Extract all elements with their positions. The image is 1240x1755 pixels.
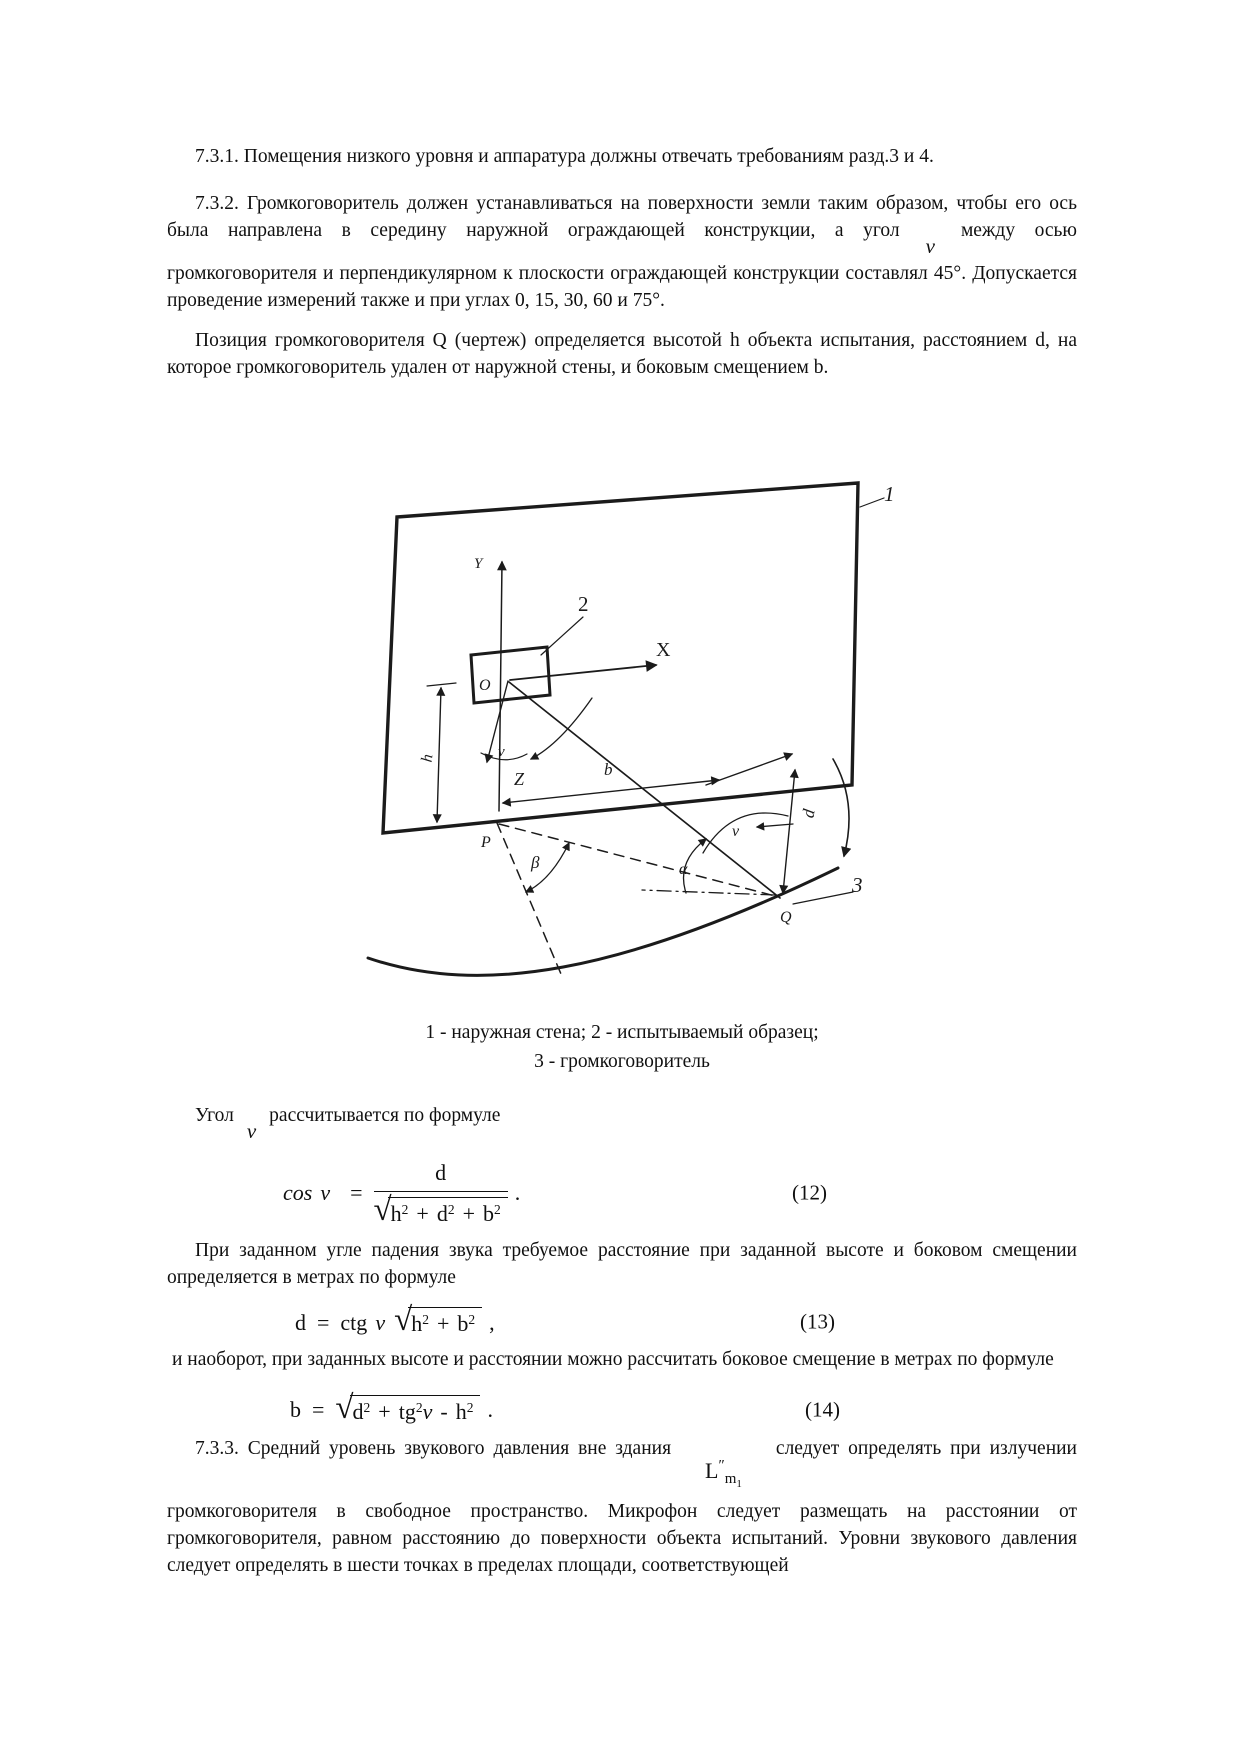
label-dim-b: b <box>604 760 613 779</box>
label-dim-d: d <box>798 807 819 820</box>
leader-1 <box>860 498 884 507</box>
formula-13-body <box>295 1302 1077 1338</box>
h-top-tick <box>427 683 456 686</box>
exp-2: 2 <box>493 1201 501 1217</box>
plus-sign: + <box>378 1398 391 1424</box>
equals-sign: = <box>317 1309 330 1335</box>
var-v: v <box>375 1309 386 1335</box>
sub-m: m <box>724 1471 737 1488</box>
paragraph-7-3-2 <box>167 190 1077 314</box>
figure-caption <box>167 1018 1077 1076</box>
exp-2: 2 <box>468 1312 476 1327</box>
paragraph-7-3-2-text-after: между осью громкоговорителя и перпендикулярном к плоскости ограждающей конструкции составлял 45°. Допускается проведение измерений также и при углах 0, 15, 30, 60 и 75°. <box>167 220 1077 311</box>
equals-sign: = <box>312 1397 325 1422</box>
paragraph-naoborot-text: и наоборот, при заданных высоте и расстоянии можно рассчитать боковое смещение в метрах по формуле <box>172 1348 1054 1370</box>
angle-v-symbol-2: v <box>246 1119 257 1143</box>
lhs-b: b <box>290 1397 301 1422</box>
paragraph-7-3-3-text-mid: следует определять при <box>775 1438 981 1459</box>
label-3: 3 <box>852 873 863 897</box>
paragraph-7-3-3-text-before: 7.3.3. Средний уровень звукового давления вне здания <box>195 1438 672 1459</box>
y-axis <box>499 562 502 811</box>
exp-2: 2 <box>466 1399 474 1415</box>
dashed-p-down-line <box>497 823 561 974</box>
tg-function: tg <box>398 1398 416 1424</box>
term-d: d <box>436 1200 448 1226</box>
paragraph-7-3-3 <box>167 1435 1077 1579</box>
h-dimension <box>437 688 441 822</box>
formula-12 <box>167 1159 1077 1227</box>
term-h: h <box>390 1200 402 1226</box>
ctg-function: ctg <box>340 1309 368 1335</box>
denominator <box>374 1191 508 1228</box>
paragraph-pri-text: При заданном угле падения звука требуемое расстояние при заданной высоте и боковом смещении определяется в метрах по формуле <box>167 1240 1077 1288</box>
formula-14-body <box>290 1389 1077 1426</box>
level-symbol-sub-m <box>724 1471 742 1491</box>
radical-sign: √ <box>335 1389 354 1426</box>
lhs-d: d <box>295 1309 306 1335</box>
formula-13-number: (13) <box>800 1309 835 1334</box>
paragraph-7-3-1 <box>167 143 1077 170</box>
figure-diagram <box>330 426 970 986</box>
leader-3 <box>793 892 853 904</box>
level-symbol-Lm1 <box>671 1457 776 1491</box>
figure-caption-line2: 3 - громкоговоритель <box>534 1051 710 1072</box>
figure-caption-line1: 1 - наружная стена; 2 - испытываемый образец; <box>425 1022 819 1043</box>
paragraph-7-3-1-text: 7.3.1. Помещения низкого уровня и аппаратура должны отвечать требованиям разд.3 и 4. <box>195 146 934 167</box>
formula-12-body <box>283 1159 1077 1227</box>
wall-outline <box>383 483 858 833</box>
label-point-q: Q <box>780 909 792 926</box>
paragraph-pri <box>167 1237 1077 1291</box>
radical <box>335 1389 480 1426</box>
sub-1: 1 <box>736 1478 742 1491</box>
label-angle-alpha: α <box>679 861 688 878</box>
var-v: v <box>422 1398 433 1424</box>
radicand <box>408 1307 482 1338</box>
label-x-axis: X <box>656 639 671 661</box>
paragraph-naoborot <box>167 1346 1077 1373</box>
paragraph-7-3-2-text-before: 7.3.2. Громкоговоритель должен устанавливаться на поверхности земли таким образом, чтобы его ось была направлена в середину наружной ограждающей конструкции, а угол <box>167 193 1077 241</box>
formula-period: . <box>514 1180 521 1206</box>
label-2: 2 <box>578 592 589 616</box>
cos-function: cos <box>283 1180 313 1206</box>
paragraph-7-3-3-text-after: излучении громкоговорителя в свободное пространство. Микрофон следует размещать на расстоянии от громкоговорителя, равном расстоянию до поверхности объекта испытаний. Уровни звукового давления следует определять в шести точках в пределах площади, соответствующей <box>167 1438 1077 1577</box>
axis-oq-line <box>509 682 780 898</box>
radicand <box>350 1395 481 1426</box>
b-dimension <box>503 780 719 803</box>
label-angle-beta: β <box>531 853 540 872</box>
plus-sign: + <box>416 1200 429 1226</box>
radical <box>394 1302 482 1338</box>
exp-2: 2 <box>422 1312 429 1327</box>
radical-sign: √ <box>373 1191 392 1228</box>
leader-2 <box>541 617 583 655</box>
term-d: d <box>352 1398 364 1424</box>
level-symbol-primes: ″ <box>718 1457 725 1474</box>
radicand <box>388 1197 508 1228</box>
formula-14-number: (14) <box>805 1397 840 1422</box>
label-y-axis: Y <box>474 556 483 572</box>
minus-sign: - <box>440 1398 448 1424</box>
radical <box>373 1191 508 1228</box>
term-b: b <box>457 1311 469 1336</box>
term-b: b <box>482 1200 494 1226</box>
plus-sign: + <box>462 1200 475 1226</box>
formula-12-number: (12) <box>792 1180 827 1205</box>
wall-perpendicular <box>706 754 792 785</box>
formula-comma: , <box>489 1309 495 1335</box>
figure-diagram-svg <box>330 426 970 986</box>
paragraph-position <box>167 327 1077 381</box>
specimen-rect <box>471 647 550 703</box>
label-origin: O <box>479 677 491 694</box>
label-point-p: P <box>481 834 491 851</box>
d-dimension <box>783 770 795 893</box>
angle-v-symbol: v <box>925 234 935 258</box>
label-z-axis: Z <box>514 769 525 789</box>
numerator: d <box>435 1160 447 1185</box>
level-symbol-base: L <box>705 1458 719 1483</box>
term-h: h <box>411 1311 423 1336</box>
paragraph-position-text: Позиция громкоговорителя Q (чертеж) определяется высотой h объекта испытания, расстоянием d, на которое громкоговоритель удален от наружной стены, и боковым смещением b. <box>167 330 1077 378</box>
radical-sign: √ <box>394 1302 413 1338</box>
ugol-text-before: Угол <box>195 1105 234 1126</box>
x-axis <box>510 665 656 680</box>
label-angle-v1: v <box>498 744 505 760</box>
label-1: 1 <box>884 482 895 506</box>
var-v: v <box>320 1180 331 1206</box>
fraction <box>374 1159 508 1227</box>
label-angle-v2: v <box>732 823 740 840</box>
angle-v2-arrow <box>757 824 793 827</box>
paragraph-ugol <box>167 1102 1077 1145</box>
ground-curve <box>368 868 838 975</box>
exp-2: 2 <box>447 1201 455 1217</box>
label-dim-h: h <box>418 753 437 764</box>
plus-sign: + <box>436 1311 450 1336</box>
ugol-text-after: рассчитывается по формуле <box>269 1105 501 1126</box>
right-curved-arrow <box>833 759 849 856</box>
exp-2: 2 <box>401 1201 409 1217</box>
term-h: h <box>455 1398 467 1424</box>
formula-14 <box>167 1389 1077 1426</box>
exp-2: 2 <box>415 1399 423 1415</box>
formula-period: . <box>487 1397 493 1422</box>
equals-sign: = <box>350 1180 363 1206</box>
formula-13 <box>167 1302 1077 1338</box>
exp-2: 2 <box>363 1399 371 1415</box>
